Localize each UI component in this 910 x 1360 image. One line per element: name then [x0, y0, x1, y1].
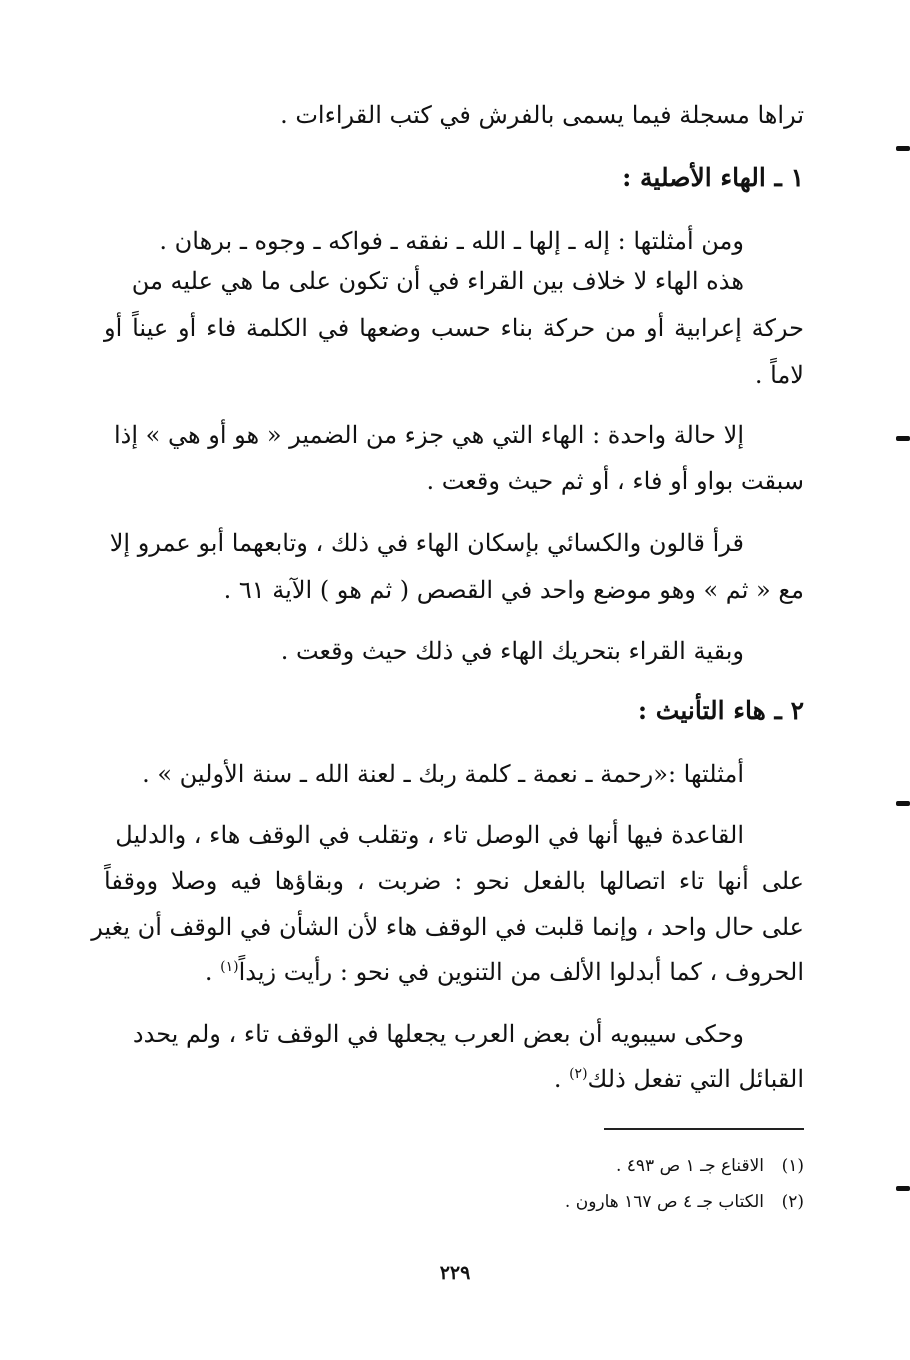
page-edge-mark: [896, 436, 910, 441]
footnote-1: [304, 1154, 804, 1178]
footnote-reference-1: (١): [220, 959, 239, 975]
footnote-text: الاقناع جـ ١ ص ٤٩٣ .: [615, 1156, 764, 1176]
text-line: القاعدة فيها أنها في الوصل تاء ، وتقلب في الوقف هاء ، والدليل: [115, 821, 744, 849]
footnote-number: (١): [781, 1156, 804, 1176]
text-line: [104, 1062, 804, 1096]
footnote-text: الكتاب جـ ٤ ص ١٦٧ هارون .: [564, 1192, 764, 1212]
text-segment: القبائل التي تفعل ذلك: [587, 1065, 804, 1093]
text-segment: .: [553, 1065, 570, 1093]
text-segment: الحروف ، كما أبدلوا الألف من التنوين في نحو : رأيت زيداً: [238, 958, 804, 986]
text-line: مع « ثم » وهو موضع واحد في القصص ( ثم هو ) الآية ٦١ .: [223, 576, 804, 604]
text-segment: .: [204, 958, 221, 986]
text-line: وحكى سيبويه أن بعض العرب يجعلها في الوقف تاء ، ولم يحدد: [132, 1020, 744, 1048]
footnote-reference-2: (٢): [569, 1066, 588, 1082]
page-edge-mark: [896, 801, 910, 806]
text-line: [104, 955, 804, 989]
section-heading-original-ha: ١ ـ الهاء الأصلية :: [622, 163, 804, 192]
text-line: على حال واحد ، وإنما قلبت في الوقف هاء لأن الشأن في الوقف أن يغير: [91, 913, 804, 941]
page-edge-mark: [896, 146, 910, 151]
text-line: على أنها تاء اتصالها بالفعل نحو : ضربت ، وبقاؤها فيه وصلا ووقفاً: [104, 867, 804, 895]
text-line: هذه الهاء لا خلاف بين القراء في أن تكون على ما هي عليه من: [131, 267, 744, 295]
text-line: ومن أمثلتها : إله ـ إلها ـ الله ـ نفقه ـ فواكه ـ وجوه ـ برهان .: [159, 227, 744, 255]
text-line: أمثلتها :«رحمة ـ نعمة ـ كلمة ربك ـ لعنة الله ـ سنة الأولين » .: [142, 760, 744, 788]
footnote-2: [304, 1190, 804, 1214]
section-heading-feminine-ha: ٢ ـ هاء التأنيث :: [637, 696, 804, 725]
text-line: سبقت بواو أو فاء ، أو ثم حيث وقعت .: [426, 467, 804, 495]
text-line: قرأ قالون والكسائي بإسكان الهاء في ذلك ، وتابعهما أبو عمرو إلا: [109, 529, 744, 557]
text-line: وبقية القراء بتحريك الهاء في ذلك حيث وقعت .: [280, 637, 744, 665]
text-line: لاماً .: [754, 361, 804, 389]
footnote-number: (٢): [781, 1192, 804, 1212]
page-edge-mark: [896, 1186, 910, 1191]
text-line: حركة إعرابية أو من حركة بناء حسب وضعها في الكلمة فاء أو عيناً أو: [104, 314, 804, 342]
footnote-divider: [604, 1128, 804, 1130]
text-line: إلا حالة واحدة : الهاء التي هي جزء من الضمير « هو أو هي » إذا: [114, 421, 744, 449]
text-line: تراها مسجلة فيما يسمى بالفرش في كتب القراءات .: [280, 101, 804, 129]
page-number: ٢٢٩: [439, 1262, 471, 1284]
